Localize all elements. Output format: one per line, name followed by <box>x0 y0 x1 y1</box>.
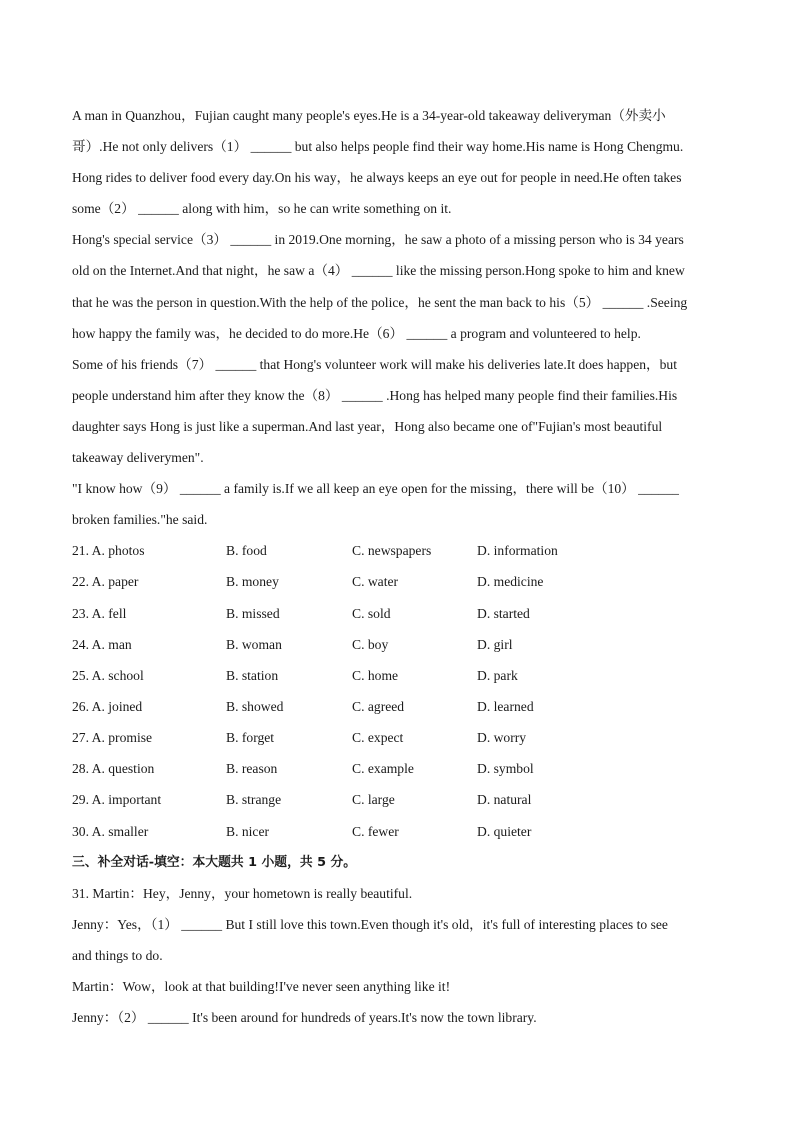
option-d: D. started <box>477 605 530 621</box>
option-d: D. medicine <box>477 574 544 590</box>
question-options-27 <box>72 722 712 753</box>
option-c: C. expect <box>352 730 404 746</box>
option-b: B. food <box>226 543 267 559</box>
question-options-21 <box>72 535 712 566</box>
option-b: B. missed <box>226 605 280 621</box>
option-a: 24. A. man <box>72 636 132 652</box>
passage-line: some（2） ______ along with him，so he can write something on it. <box>72 201 452 217</box>
passage-line: 哥）.He not only delivers（1） ______ but also helps people find their way home.His name is Hong Chengmu. <box>72 139 684 155</box>
option-c: C. sold <box>352 605 391 621</box>
question-options-30 <box>72 816 712 847</box>
option-b: B. forget <box>226 730 275 746</box>
passage-line: Hong rides to deliver food every day.On his way，he always keeps an eye out for people in need.He often takes <box>72 170 682 186</box>
option-c: C. example <box>352 761 414 777</box>
options-list <box>72 535 712 846</box>
option-c: C. home <box>352 667 399 683</box>
dialogue-line: Jenny：（2） ______ It's been around for hundreds of years.It's now the town library. <box>72 1010 537 1026</box>
dialogue-line: Jenny：Yes，（1） ______ But I still love this town.Even though it's old，it's full of interesting places to see <box>72 916 668 932</box>
passage-line: Some of his friends（7） ______ that Hong's volunteer work will make his deliveries late.It does happen，but <box>72 356 677 372</box>
dialogue-line: 31. Martin：Hey，Jenny，your hometown is really beautiful. <box>72 885 413 901</box>
option-d: D. park <box>477 667 518 683</box>
option-a: 27. A. promise <box>72 730 153 746</box>
question-options-23 <box>72 598 712 629</box>
question-options-24 <box>72 629 712 660</box>
dialogue <box>72 878 712 1033</box>
section-heading: 三、补全对话-填空：本大题共 1 小题，共 5 分。 <box>72 854 357 870</box>
passage-line: "I know how（9） ______ a family is.If we all keep an eye open for the missing，there will be（10） ______ <box>72 481 679 497</box>
option-c: C. large <box>352 792 395 808</box>
question-options-22 <box>72 566 712 597</box>
option-d: D. symbol <box>477 761 534 777</box>
option-a: 25. A. school <box>72 667 144 683</box>
option-c: C. agreed <box>352 699 405 715</box>
option-c: C. boy <box>352 636 389 652</box>
option-b: B. money <box>226 574 279 590</box>
option-a: 21. A. photos <box>72 543 145 559</box>
passage-line: daughter says Hong is just like a superman.And last year，Hong also became one of"Fujian's most beautiful <box>72 418 663 434</box>
option-d: D. information <box>477 543 558 559</box>
question-options-25 <box>72 660 712 691</box>
option-d: D. worry <box>477 730 527 746</box>
dialogue-line: and things to do. <box>72 948 163 963</box>
option-a: 23. A. fell <box>72 605 127 621</box>
passage-line: that he was the person in question.With the help of the police，he sent the man back to his（5） ______ .Seeing <box>72 294 688 310</box>
passage-line: broken families."he said. <box>72 512 208 528</box>
passage-line: Hong's special service（3） ______ in 2019.One morning，he saw a photo of a missing person who is 34 years <box>72 232 684 248</box>
reading-passage <box>72 100 712 535</box>
option-b: B. station <box>226 667 279 683</box>
option-b: B. showed <box>226 699 284 715</box>
dialogue-line: Martin：Wow，look at that building!I've never seen anything like it! <box>72 979 451 995</box>
question-options-29 <box>72 784 712 815</box>
option-a: 28. A. question <box>72 761 155 777</box>
option-d: D. learned <box>477 699 534 715</box>
passage-line: A man in Quanzhou，Fujian caught many people's eyes.He is a 34-year-old takeaway deliveryman（外卖小 <box>72 108 666 123</box>
question-options-26 <box>72 691 712 722</box>
option-c: C. water <box>352 574 399 590</box>
option-a: 29. A. important <box>72 792 162 808</box>
passage-line: people understand him after they know the（8） ______ .Hong has helped many people find their families.His <box>72 387 678 403</box>
option-a: 22. A. paper <box>72 574 139 590</box>
option-b: B. nicer <box>226 823 270 839</box>
passage-line: how happy the family was，he decided to do more.He（6） ______ a program and volunteered to help. <box>72 325 641 341</box>
passage-line: old on the Internet.And that night，he saw a（4） ______ like the missing person.Hong spoke to him and knew <box>72 263 685 279</box>
option-b: B. reason <box>226 761 278 777</box>
option-d: D. quieter <box>477 823 532 839</box>
question-options-28 <box>72 753 712 784</box>
option-a: 30. A. smaller <box>72 823 149 839</box>
option-b: B. strange <box>226 792 282 808</box>
option-b: B. woman <box>226 636 282 652</box>
option-a: 26. A. joined <box>72 699 143 715</box>
option-d: D. girl <box>477 636 513 652</box>
option-d: D. natural <box>477 792 532 808</box>
option-c: C. newspapers <box>352 543 432 559</box>
passage-line: takeaway deliverymen". <box>72 450 204 466</box>
option-c: C. fewer <box>352 823 399 839</box>
content <box>72 100 712 1033</box>
